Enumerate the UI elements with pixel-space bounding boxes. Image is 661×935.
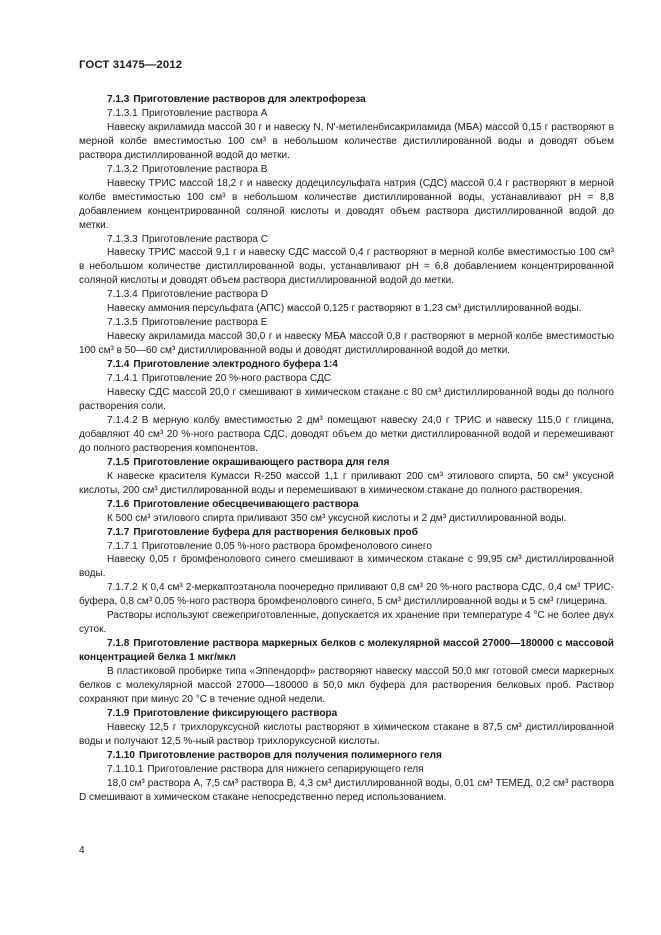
section-number: 7.1.3.3 <box>107 233 138 245</box>
paragraph-text: К 500 см³ этилового спирта приливают 350 см³ уксусной кислоты и 2 дм³ дистиллированной воды. <box>107 512 567 524</box>
paragraph-text: Навеску акриламида массой 30,0 г и навеску МБА массой 0,8 г растворяют в мерной колбе вместимостью 100 см³ в 50—60 см³ дистиллированной воды и доводят дистиллированной водой до метки. <box>79 331 614 357</box>
section-number: 7.1.8 <box>107 638 130 650</box>
section-number: 7.1.4.1 <box>107 373 138 385</box>
body-paragraph <box>79 721 614 749</box>
body-paragraph <box>79 302 614 316</box>
paragraph-text: Приготовление раствора B <box>141 163 268 175</box>
paragraph-text: Приготовление раствора D <box>141 289 268 301</box>
body-paragraph <box>79 330 614 358</box>
paragraph-text: Приготовление 20 %-ного раствора СДС <box>141 373 332 385</box>
section-paragraph <box>79 540 614 554</box>
section-number: 7.1.7 <box>107 526 130 538</box>
paragraph-text: Приготовление буфера для растворения белковых проб <box>133 526 418 538</box>
paragraph-text: Приготовление электродного буфера 1:4 <box>133 359 338 371</box>
paragraph-text: Навеску СДС массой 20,0 г смешивают в химическом стакане с 80 см³ дистиллированной воды до полного растворения соли. <box>79 387 614 412</box>
paragraph-text: Навеску акриламида массой 30 г и навеску N, N'-метиленбисакриламида (МБА) массой 0,15 г растворяют в мерной колбе вместимостью 100 см³ в небольшом количестве дистиллированной воды и доводят объем раствора дистиллированной водой до метки. <box>79 121 614 161</box>
body-paragraph <box>79 609 614 637</box>
section-paragraph <box>79 707 614 721</box>
paragraph-text: Навеску ТРИС массой 9,1 г и навеску СДС массой 0,4 г растворяют в мерной колбе вместимостью 100 см³ в небольшом количестве дистиллированной воды, устанавливают pH = 6,8 добавлением концентрированной соляной кислоты и доводят объем раствора дистиллированной водой до метки. <box>79 247 614 287</box>
section-paragraph <box>79 372 614 386</box>
section-paragraph <box>79 526 614 540</box>
paragraph-text: Навеску 12,5 г трихлоруксусной кислоты растворяют в химическом стакане в 87,5 см³ дистиллированной воды и получают 12,5 %-ный раствор трихлоруксусной кислоты. <box>79 721 614 747</box>
paragraph-text: Приготовление фиксирующего раствора <box>133 707 338 719</box>
section-number: 7.1.3 <box>107 94 130 105</box>
section-paragraph <box>79 288 614 302</box>
section-number: 7.1.3.2 <box>107 163 138 175</box>
paragraph-text: Приготовление раствора A <box>141 107 268 119</box>
section-number: 7.1.4 <box>107 359 130 371</box>
section-paragraph <box>79 233 614 247</box>
section-number: 7.1.7.1 <box>107 540 138 552</box>
body-paragraph <box>79 665 614 707</box>
section-paragraph <box>79 637 614 665</box>
section-number: 7.1.3.4 <box>107 289 138 301</box>
paragraph-text: Приготовление раствора для нижнего сепарирующего геля <box>147 763 424 775</box>
section-paragraph <box>79 456 614 470</box>
section-number: 7.1.6 <box>107 498 130 510</box>
body-paragraph <box>79 177 614 233</box>
paragraph-text: Навеску аммония персульфата (АПС) массой 0,125 г растворяют в 1,23 см³ дистиллированной воды. <box>107 303 582 315</box>
paragraph-text: Приготовление обесцвечивающего раствора <box>133 498 359 510</box>
section-paragraph <box>79 358 614 372</box>
section-number: 7.1.4.2 <box>107 414 138 426</box>
page-number: 4 <box>79 845 85 856</box>
paragraph-text: Приготовление растворов для получения полимерного геля <box>138 749 442 761</box>
section-paragraph <box>79 93 614 107</box>
body-paragraph <box>79 121 614 163</box>
paragraph-text: В пластиковой пробирке типа «Эппендорф» растворяют навеску массой 50,0 мкг готовой смеси маркерных белков с молекулярной массой 27000—180000 в 50,0 мкл буфера для растворения белковых проб. Раствор сохраняют при минус 20 °С в течение одной недели. <box>79 666 614 705</box>
body-paragraph <box>79 386 614 414</box>
section-number: 7.1.10 <box>107 749 135 761</box>
paragraph-text: В мерную колбу вместимостью 2 дм³ помещают навеску 24,0 г ТРИС и навеску 115,0 г глицина, добавляют 40 см³ 20 %-ного раствора СДС, доводят объем до метки дистиллированной водой и перемешивают до полного растворения компонентов. <box>79 414 614 454</box>
body-paragraph <box>79 246 614 288</box>
body-paragraph <box>79 777 614 805</box>
section-paragraph <box>79 763 614 777</box>
paragraph-text: К 0,4 см³ 2-меркаптоэтанола поочередно приливают 0,8 см³ 20 %-ного раствора СДС, 0,4 см³ ТРИС-буфера, 0,8 см³ 0,05 %-ного раствора бромфенолового синего, 5 см³ дистиллированной воды и 5 см³ глицерина. <box>79 582 614 608</box>
section-number: 7.1.3.5 <box>107 317 138 329</box>
section-paragraph <box>79 316 614 330</box>
paragraph-text: Навеску ТРИС массой 18,2 г и навеску додецилсульфата натрия (СДС) массой 0,4 г растворяют в мерной колбе вместимостью 100 см³ в небольшом количестве дистиллированной воды, устанавливают pH = 8,8 добавлением концентрированной соляной кислоты и доводят объем раствора дистиллированной водой до метки. <box>79 177 614 231</box>
paragraph-text: 18,0 см³ раствора A, 7,5 см³ раствора B, 4,3 см³ дистиллированной воды, 0,01 см³ ТЕМЕД, 0,2 см³ раствора D смешивают в химическом стакане непосредственно перед использованием. <box>79 777 614 803</box>
section-number: 7.1.3.1 <box>107 107 138 119</box>
paragraph-text: Приготовление растворов для электрофореза <box>133 94 366 105</box>
document-header: ГОСТ 31475—2012 <box>79 59 183 71</box>
paragraph-text: Приготовление раствора E <box>141 317 268 329</box>
section-number: 7.1.9 <box>107 707 130 719</box>
section-paragraph <box>79 107 614 121</box>
section-number: 7.1.10.1 <box>107 763 144 775</box>
body-paragraph <box>79 470 614 498</box>
section-paragraph <box>79 498 614 512</box>
paragraph-text: Приготовление окрашивающего раствора для геля <box>133 456 390 468</box>
body-paragraph <box>79 512 614 526</box>
section-paragraph <box>79 414 614 456</box>
paragraph-text: Навеску 0,05 г бромфенолового синего смешивают в химическом стакане с 99,95 см³ дистиллированной воды. <box>79 554 614 580</box>
document-body <box>79 93 614 805</box>
body-paragraph <box>79 553 614 581</box>
section-paragraph <box>79 163 614 177</box>
paragraph-text: К навеске красителя Кумасси R-250 массой 1,1 г приливают 200 см³ этилового спирта, 50 см³ уксусной кислоты, 200 см³ дистиллированной воды и перемешивают в химическом стакане до полного растворения. <box>79 470 614 496</box>
paragraph-text: Приготовление 0,05 %-ного раствора бромфенолового синего <box>141 540 432 552</box>
paragraph-text: Растворы используют свежеприготовленные, допускается их хранение при температуре 4 °С не более двух суток. <box>79 610 614 636</box>
paragraph-text: Приготовление раствора маркерных белков с молекулярной массой 27000—180000 с массовой концентрацией белка 1 мкг/мкл <box>79 638 614 664</box>
section-number: 7.1.7.2 <box>107 582 138 594</box>
section-number: 7.1.5 <box>107 456 130 468</box>
section-paragraph <box>79 749 614 763</box>
section-paragraph <box>79 581 614 609</box>
paragraph-text: Приготовление раствора C <box>141 233 268 245</box>
